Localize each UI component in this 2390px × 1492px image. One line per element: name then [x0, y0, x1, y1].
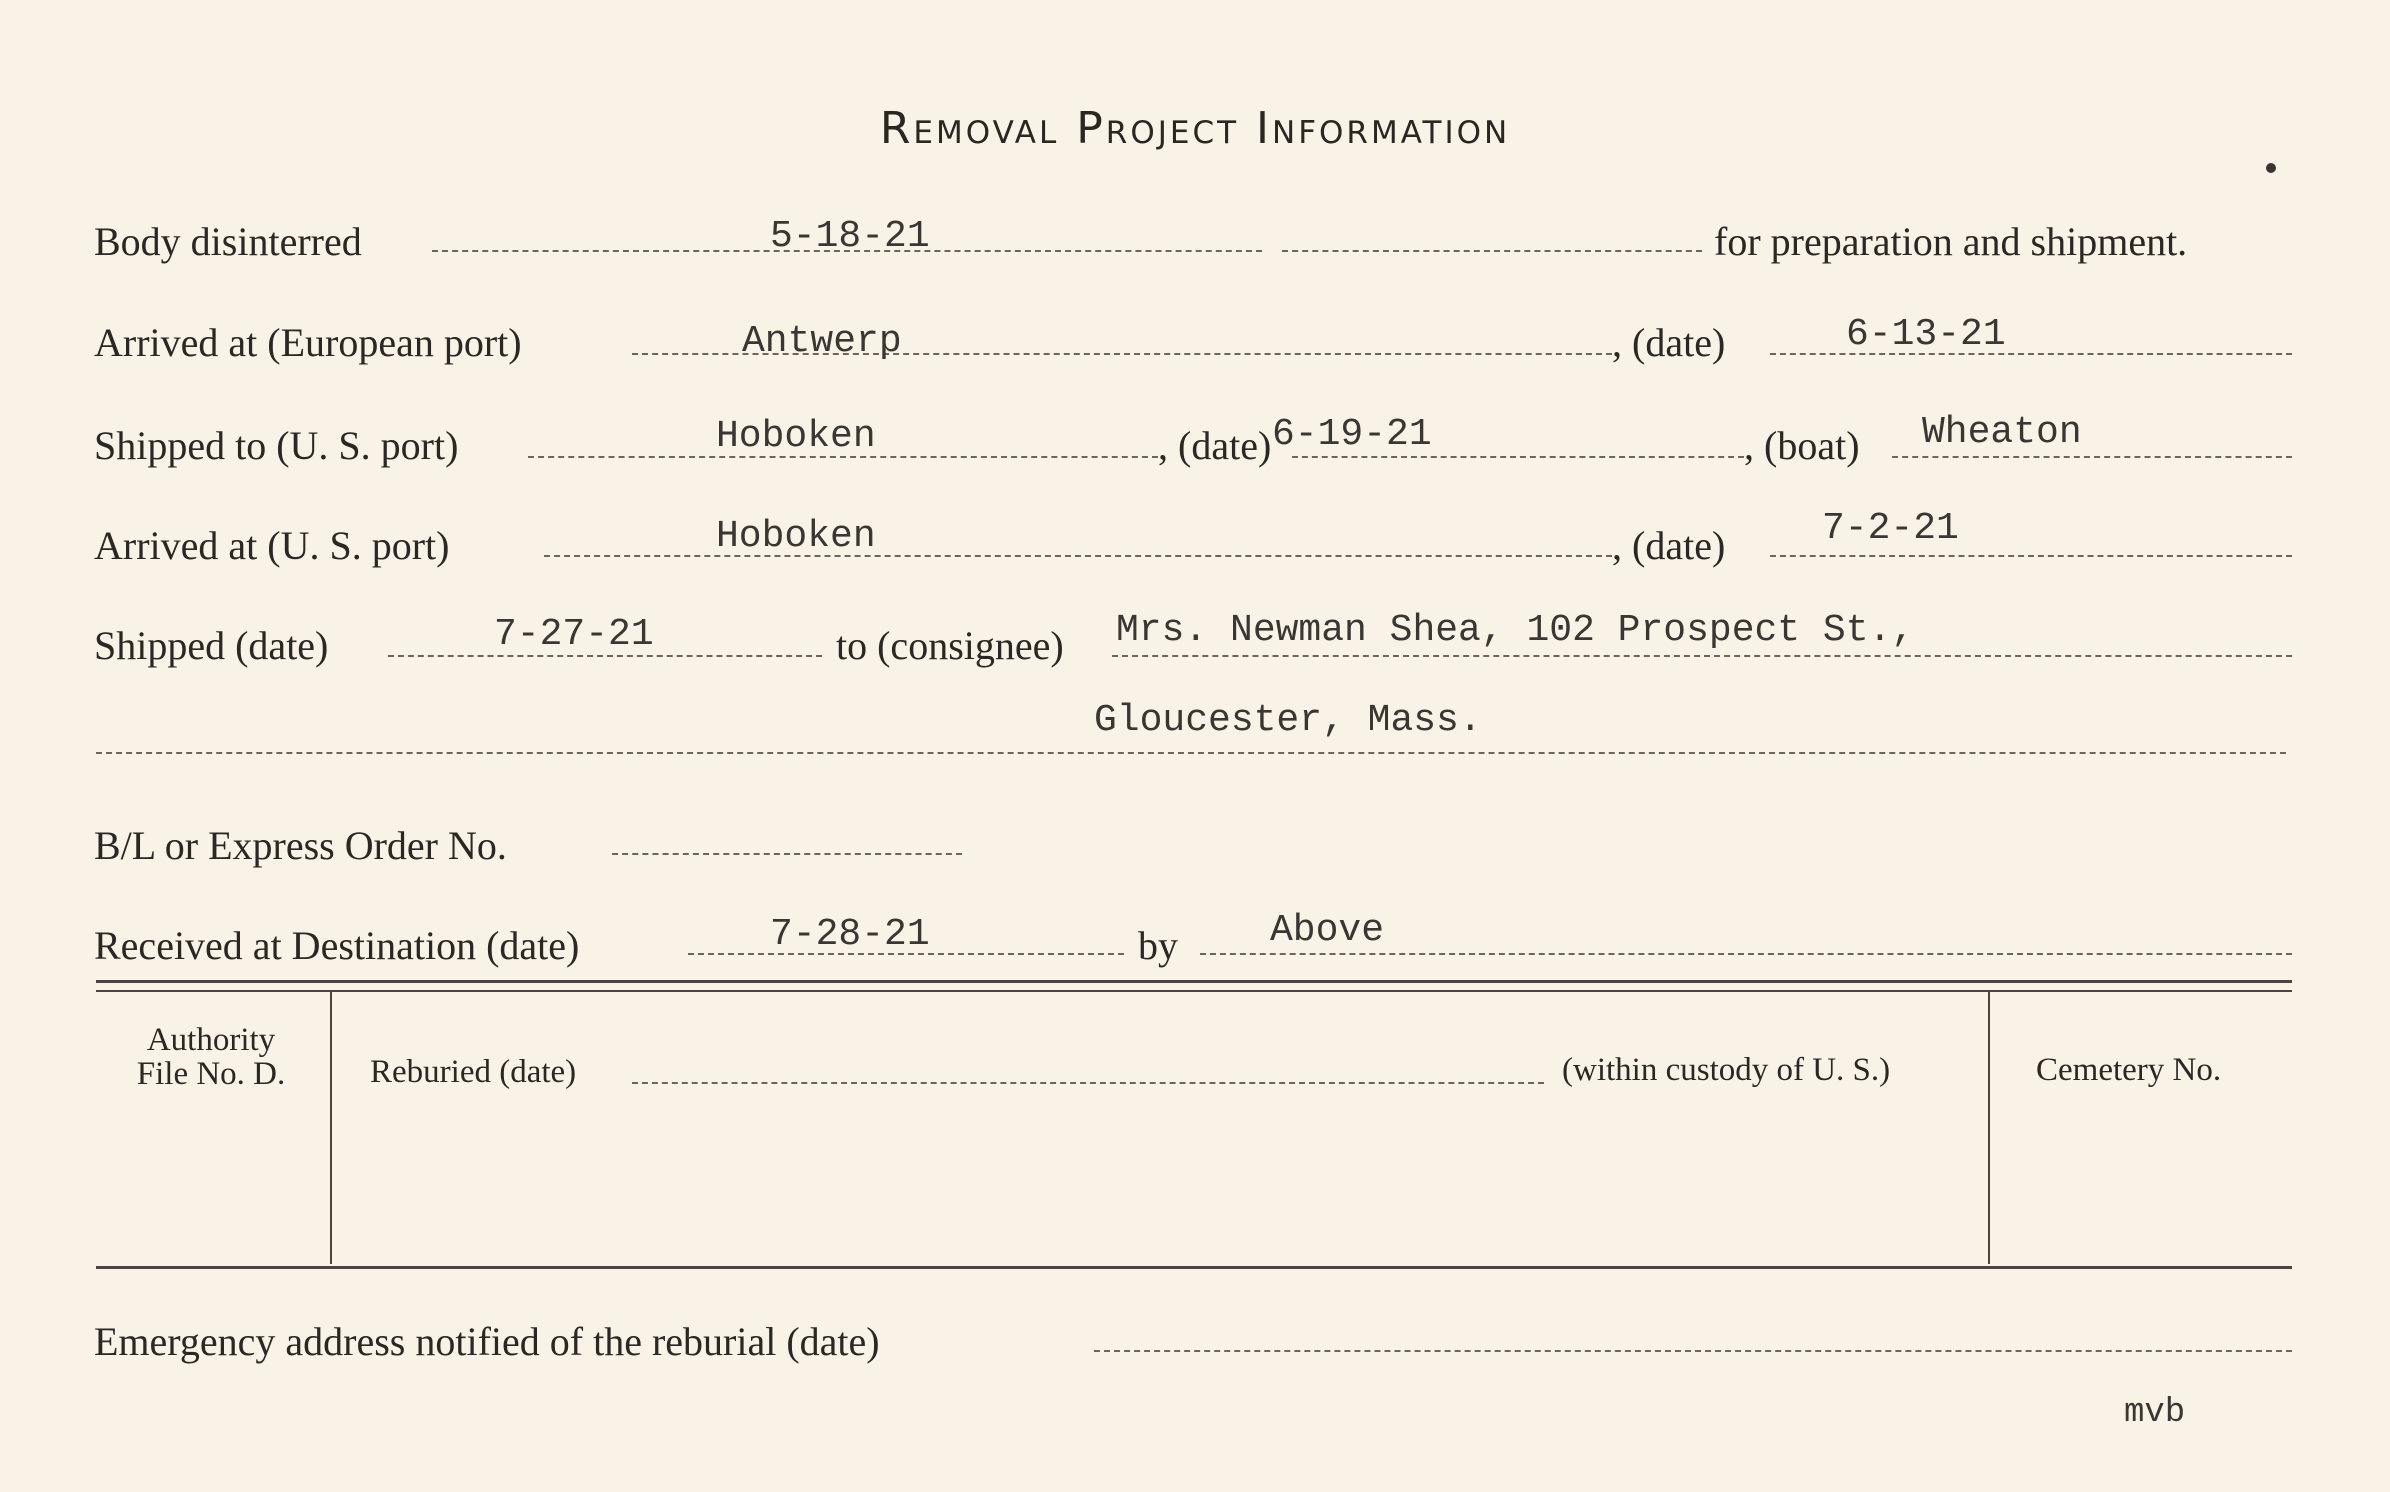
- received-by-label: by: [1138, 923, 1178, 968]
- arrived-european-label: Arrived at (European port): [94, 320, 522, 365]
- shipped-date: 7-27-21: [494, 613, 654, 656]
- body-disinterred-suffix: for preparation and shipment.: [1714, 219, 2188, 264]
- received-date: 7-28-21: [770, 913, 930, 956]
- authority-label-line1: Authority: [146, 1022, 276, 1058]
- table-bottom-rule: [96, 1266, 2292, 1269]
- arrived-european-port: Antwerp: [742, 320, 902, 363]
- ink-speck: [2266, 163, 2276, 173]
- arrived-european-date-label: , (date): [1612, 320, 1726, 365]
- table-top-rule: [96, 980, 2292, 983]
- arrived-us-label: Arrived at (U. S. port): [94, 523, 450, 568]
- arrived-us-port-line: [544, 555, 1612, 557]
- shipped-label: Shipped (date): [94, 623, 329, 668]
- arrived-us-date-line: [1770, 555, 2292, 557]
- bl-label: B/L or Express Order No.: [94, 823, 507, 868]
- arrived-us-date: 7-2-21: [1822, 507, 1959, 550]
- received-label: Received at Destination (date): [94, 923, 580, 968]
- shipped-us-boat-line: [1892, 456, 2292, 458]
- clerk-initials: mvb: [2124, 1394, 2186, 1432]
- emergency-date-line: [1094, 1350, 2292, 1352]
- table-divider-right: [1988, 990, 1990, 1264]
- shipped-us-label: Shipped to (U. S. port): [94, 423, 459, 468]
- consignee-address-line1: Mrs. Newman Shea, 102 Prospect St.,: [1116, 609, 1915, 652]
- received-by: Above: [1270, 909, 1385, 952]
- consignee-line: [1112, 655, 2292, 657]
- cemetery-label: Cemetery No.: [2036, 1052, 2222, 1088]
- reburied-date-line: [632, 1082, 1544, 1084]
- shipped-us-date: 6-19-21: [1272, 413, 1432, 456]
- shipped-us-date-label: , (date): [1158, 423, 1272, 468]
- consignee-address-line2: Gloucester, Mass.: [1094, 699, 1482, 742]
- arrived-european-date: 6-13-21: [1846, 313, 2006, 356]
- table-top-rule-2: [96, 990, 2292, 992]
- consignee-label: to (consignee): [836, 623, 1064, 668]
- reburied-label: Reburied (date): [370, 1054, 577, 1090]
- shipped-us-date-line: [1292, 456, 1744, 458]
- bl-line: [612, 853, 962, 855]
- arrived-us-port: Hoboken: [716, 515, 876, 558]
- body-disinterred-date: 5-18-21: [770, 215, 930, 258]
- received-by-line: [1200, 953, 2292, 955]
- body-disinterred-line-2: [1282, 250, 1702, 252]
- card-title: Removal Project Information: [879, 103, 1511, 154]
- authority-label-line2: File No. D.: [136, 1056, 286, 1092]
- arrived-us-date-label: , (date): [1612, 523, 1726, 568]
- shipped-us-port: Hoboken: [716, 415, 876, 458]
- shipped-us-boat-label: , (boat): [1744, 423, 1860, 468]
- shipped-us-boat: Wheaton: [1922, 411, 2082, 454]
- table-divider-left: [330, 990, 332, 1264]
- emergency-label: Emergency address notified of the reburial (date): [94, 1319, 880, 1364]
- custody-label: (within custody of U. S.): [1562, 1052, 1891, 1088]
- body-disinterred-label: Body disinterred: [94, 219, 362, 264]
- consignee-continuation-line: [96, 752, 2286, 754]
